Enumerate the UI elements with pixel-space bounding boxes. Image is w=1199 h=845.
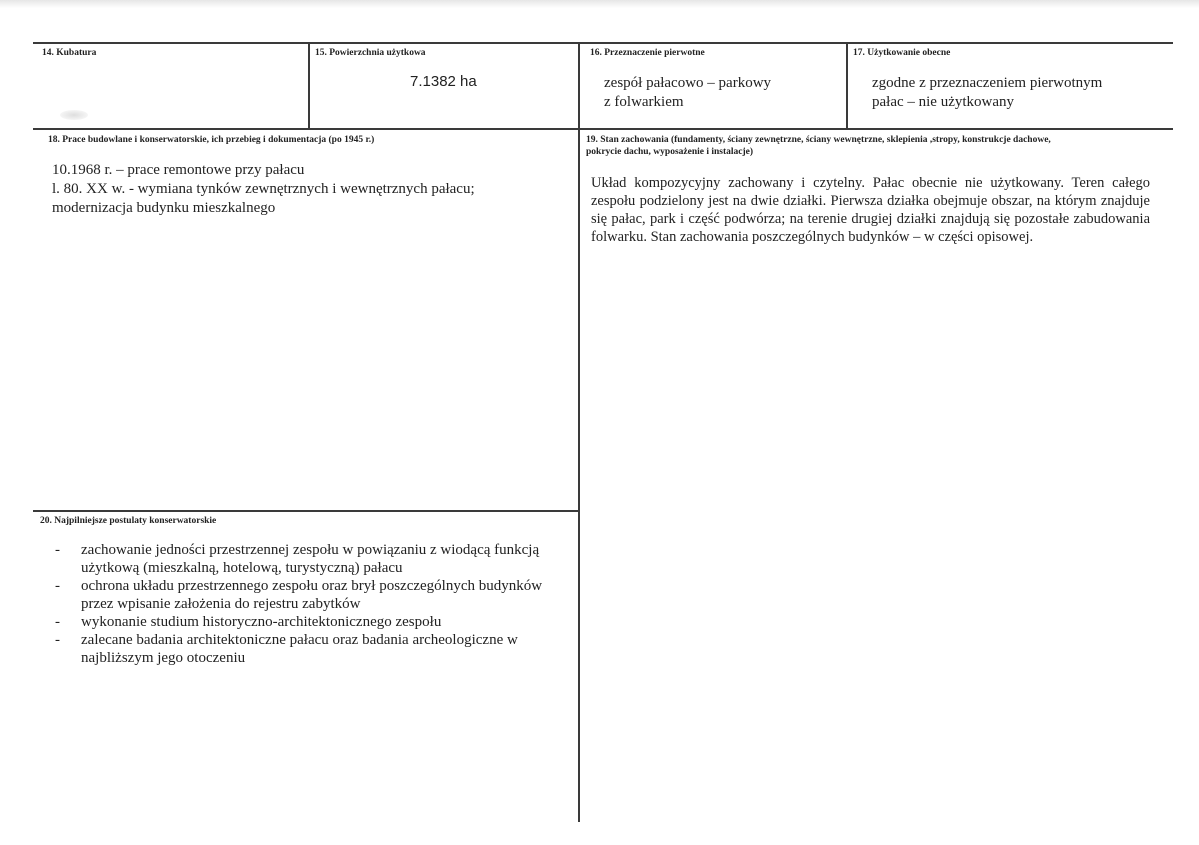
stan-label-line2: pokrycie dachu, wyposażenie i instalacje) <box>586 147 754 157</box>
stan-label-line1: 19. Stan zachowania (fundamenty, ściany zewnętrzne, ściany wewnętrzne, sklepienia ,stropy, konstrukcje dachowe, <box>586 135 1051 145</box>
top-border-line <box>33 42 1173 44</box>
powierzchnia-value: 7.1382 ha <box>410 73 477 90</box>
dash-bullet: - <box>55 632 60 648</box>
list-item <box>55 577 542 613</box>
kubatura-label: 14. Kubatura <box>42 48 97 58</box>
prace-text <box>52 161 475 218</box>
scan-edge-shadow <box>0 0 1199 8</box>
prace-line: 10.1968 r. – prace remontowe przy pałacu <box>52 162 305 178</box>
przeznaczenie-label: 16. Przeznaczenie pierwotne <box>590 48 705 58</box>
powierzchnia-label: 15. Powierzchnia użytkowa <box>315 48 426 58</box>
przeznaczenie-line: zespół pałacowo – parkowy <box>604 75 772 91</box>
list-item-line: zachowanie jedności przestrzennej zespołu w powiązaniu z wiodącą funkcją <box>81 542 540 558</box>
przeznaczenie-line: z folwarkiem <box>604 94 684 110</box>
uzytkowanie-label: 17. Użytkowanie obecne <box>853 48 951 58</box>
scan-smudge <box>60 110 88 120</box>
prace-label: 18. Prace budowlane i konserwatorskie, ich przebieg i dokumentacja (po 1945 r.) <box>48 135 375 145</box>
list-item <box>55 631 542 667</box>
list-item-line: ochrona układu przestrzennego zespołu oraz brył poszczególnych budynków <box>81 578 543 594</box>
list-item-line: przez wpisanie założenia do rejestru zabytków <box>81 596 361 612</box>
divider-main <box>578 42 580 822</box>
list-item <box>55 613 542 631</box>
postulaty-list <box>55 541 542 667</box>
divider-14-15 <box>308 42 310 130</box>
list-item-line: użytkową (mieszkalną, hotelową, turystyczną) pałacu <box>81 560 403 576</box>
prace-line: l. 80. XX w. - wymiana tynków zewnętrznych i wewnętrznych pałacu; <box>52 181 475 197</box>
uzytkowanie-value <box>872 74 1102 112</box>
postulaty-label: 20. Najpilniejsze postulaty konserwatorskie <box>40 516 217 526</box>
stan-text: Układ kompozycyjny zachowany i czytelny. Pałac obecnie nie użytkowany. Teren całego zespołu podzielony jest na dwie działki. Pierwsza działka obejmuje obszar, na którym znajduje się pałac, park i część podwórza; na terenie drugiej działki znajdują się pozostałe zabudowania folwarku. Stan zachowania poszczególnych budynków – w części opisowej. <box>591 175 1150 245</box>
list-item-line: najbliższym jego otoczeniu <box>81 650 246 666</box>
uzytkowanie-line: pałac – nie użytkowany <box>872 94 1015 110</box>
list-item <box>55 541 542 577</box>
dash-bullet: - <box>55 614 60 630</box>
row1-bottom-line <box>33 128 1173 130</box>
list-item-line: zalecane badania architektoniczne pałacu oraz badania archeologiczne w <box>81 632 518 648</box>
dash-bullet: - <box>55 542 60 558</box>
prace-line: modernizacja budynku mieszkalnego <box>52 200 276 216</box>
divider-16-17 <box>846 42 848 130</box>
przeznaczenie-value <box>604 74 771 112</box>
list-item-line: wykonanie studium historyczno-architektonicznego zespołu <box>81 614 442 630</box>
dash-bullet: - <box>55 578 60 594</box>
section20-top-line <box>33 510 579 512</box>
uzytkowanie-line: zgodne z przeznaczeniem pierwotnym <box>872 75 1103 91</box>
